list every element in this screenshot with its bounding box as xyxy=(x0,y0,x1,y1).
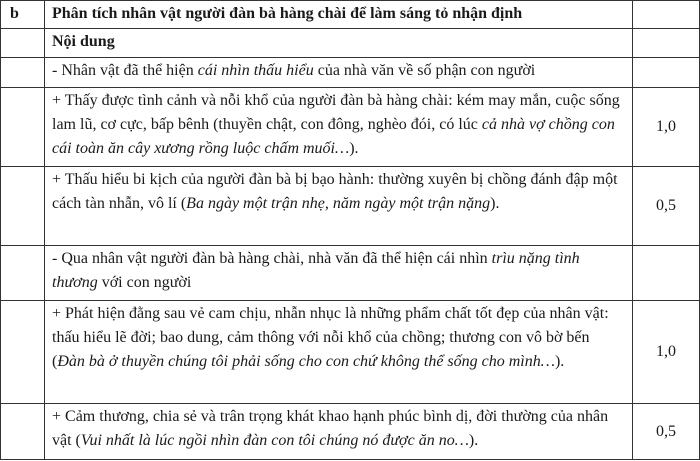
row-text: + Phát hiện đằng sau vẻ cam chịu, nhẫn nhục là những phẩm chất tốt đẹp của nhân vật: thấu hiểu lẽ đời; bao dung, cảm thông với nỗi khổ của chồng; thương con vô bờ bến (Đàn bà ở thuyền chúng tôi phải sống cho con chứ không thể sống cho mình…). xyxy=(45,301,633,404)
row-text: + Cảm thương, chia sẻ và trân trọng khát khao hạnh phúc bình dị, đời thường của nhân vật (Vui nhất là lúc ngồi nhìn đàn con tôi chúng nó được ăn no…). xyxy=(45,404,633,460)
empty-label-cell xyxy=(1,246,45,301)
table-row xyxy=(1,246,700,301)
table-row xyxy=(1,88,700,167)
score-cell xyxy=(633,246,700,301)
content-header-row xyxy=(1,29,700,58)
score-cell xyxy=(633,58,700,88)
section-header-row xyxy=(1,1,700,29)
score-cell xyxy=(633,29,700,58)
content-header: Nội dung xyxy=(45,29,633,58)
empty-label-cell xyxy=(1,404,45,460)
row-text: + Thấu hiểu bi kịch của người đàn bà bị bạo hành: thường xuyên bị chồng đánh đập một cách tàn nhẫn, vô lí (Ba ngày một trận nhẹ, năm ngày một trận nặng). xyxy=(45,167,633,246)
table-row xyxy=(1,58,700,88)
empty-label-cell xyxy=(1,301,45,404)
score-cell: 1,0 xyxy=(633,88,700,167)
section-heading: Phân tích nhân vật người đàn bà hàng chài để làm sáng tỏ nhận định xyxy=(45,1,633,29)
table-row xyxy=(1,167,700,246)
score-cell: 0,5 xyxy=(633,404,700,460)
empty-label-cell xyxy=(1,58,45,88)
row-text: - Qua nhân vật người đàn bà hàng chài, nhà văn đã thể hiện cái nhìn trìu nặng tình thương với con người xyxy=(45,246,633,301)
score-cell: 0,5 xyxy=(633,167,700,246)
row-text: + Thấy được tình cảnh và nỗi khổ của người đàn bà hàng chài: kém may mắn, cuộc sống lam lũ, cơ cực, bấp bênh (thuyền chật, con đông, nghèo đói, có lúc cả nhà vợ chồng con cái toàn ăn cây xương rồng luộc chấm muối…). xyxy=(45,88,633,167)
empty-label-cell xyxy=(1,88,45,167)
score-cell xyxy=(633,1,700,29)
table-row xyxy=(1,301,700,404)
score-cell: 1,0 xyxy=(633,301,700,404)
table-row xyxy=(1,404,700,460)
empty-label-cell xyxy=(1,29,45,58)
row-text: - Nhân vật đã thể hiện cái nhìn thấu hiểu của nhà văn về số phận con người xyxy=(45,58,633,88)
empty-label-cell xyxy=(1,167,45,246)
section-label: b xyxy=(1,1,45,29)
